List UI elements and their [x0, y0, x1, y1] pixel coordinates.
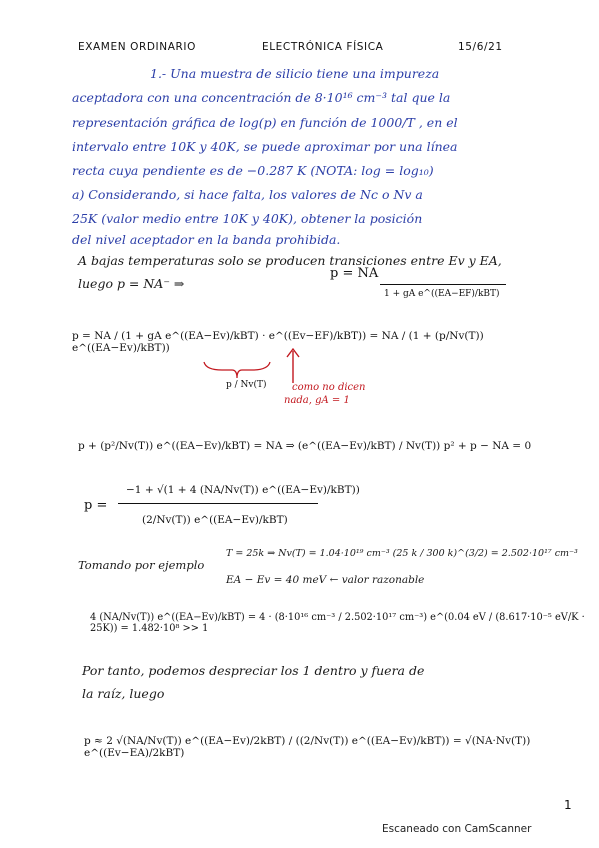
example-line-1: T = 25k ⇒ Nv(T) = 1.04·10¹⁹ cm⁻³ (25 k / 300 k)^(3/2) = 2.502·10¹⁷ cm⁻³ — [226, 548, 578, 559]
page-number: 1 — [564, 798, 572, 812]
solution-intro-2: luego p = NA⁻ ⇒ — [78, 276, 185, 291]
underbrace — [202, 360, 272, 380]
conclusion-line-1: Por tanto, podemos despreciar los 1 dentro y fuera de — [82, 663, 425, 678]
eq-quadratic: p + (p²/Nv(T)) e^((EA−Ev)/kBT) = NA ⇒ (e^((EA−Ev)/kBT) / Nv(T)) p² + p − NA = 0 — [78, 440, 532, 452]
problem-line-8: del nivel aceptador en la banda prohibida. — [72, 232, 341, 247]
brace-label: p / Nv(T) — [226, 380, 267, 390]
header-exam-type: EXAMEN ORDINARIO — [78, 41, 196, 53]
eq4-fraction-bar — [118, 503, 318, 504]
problem-line-5: recta cuya pendiente es de −0.287 K (NOTA: log = log₁₀) — [72, 163, 434, 178]
solution-intro-1: A bajas temperaturas solo se producen transiciones entre Ev y EA, — [78, 253, 502, 268]
problem-line-7: 25K (valor medio entre 10K y 40K), obtener la posición — [72, 211, 423, 226]
example-label: Tomando por ejemplo — [78, 558, 205, 572]
problem-line-1: 1.- Una muestra de silicio tiene una impureza — [150, 66, 440, 81]
red-note-line-2: nada, gA = 1 — [284, 395, 350, 406]
eq4-denominator: (2/Nv(T)) e^((EA−Ev)/kBT) — [142, 514, 288, 526]
eq-p-expanded: p = NA / (1 + gA e^((EA−Ev)/kBT) · e^((Ev−EF)/kBT)) = NA / (1 + (p/Nv(T)) e^((EA−Ev)/kBT)) — [72, 330, 484, 354]
eq-p-numerator: p = NA — [330, 266, 379, 281]
eq4-numerator: −1 + √(1 + 4 (NA/Nv(T)) e^((EA−Ev)/kBT)) — [126, 484, 360, 496]
header-subject: ELECTRÓNICA FÍSICA — [262, 41, 384, 53]
problem-line-6: a) Considerando, si hace falta, los valores de Nc o Nv a — [72, 187, 423, 202]
problem-line-4: intervalo entre 10K y 40K, se puede aproximar por una línea — [72, 139, 458, 154]
red-arrow-icon — [283, 345, 303, 385]
red-note-line-1: como no dicen — [292, 382, 366, 393]
conclusion-line-2: la raíz, luego — [82, 686, 165, 701]
problem-line-3: representación gráfica de log(p) en función de 1000/T , en el — [72, 115, 458, 130]
problem-line-2: aceptadora con una concentración de 8·10¹⁶ cm⁻³ tal que la — [72, 90, 451, 105]
fraction-bar — [380, 284, 506, 285]
eq-final-result: p ≈ 2 √(NA/Nv(T)) e^((EA−Ev)/2kBT) / ((2/Nv(T)) e^((EA−Ev)/kBT)) = √(NA·Nv(T)) e^((Ev−EA)/2kBT) — [84, 735, 531, 759]
example-line-2: EA − Ev = 40 meV ← valor razonable — [226, 574, 425, 586]
header-date: 15/6/21 — [458, 41, 503, 53]
eq-p-denominator: 1 + gA e^((EA−EF)/kBT) — [384, 289, 500, 299]
eq-approx-check: 4 (NA/Nv(T)) e^((EA−Ev)/kBT) = 4 · (8·10¹⁶ cm⁻³ / 2.502·10¹⁷ cm⁻³) e^(0.04 eV / (8.617·10⁻⁵ eV/K · 25K)) = 1.482·10⁸ >> 1 — [90, 612, 585, 634]
eq4-lhs: p = — [84, 498, 108, 513]
scanner-watermark: Escaneado con CamScanner — [382, 823, 532, 835]
